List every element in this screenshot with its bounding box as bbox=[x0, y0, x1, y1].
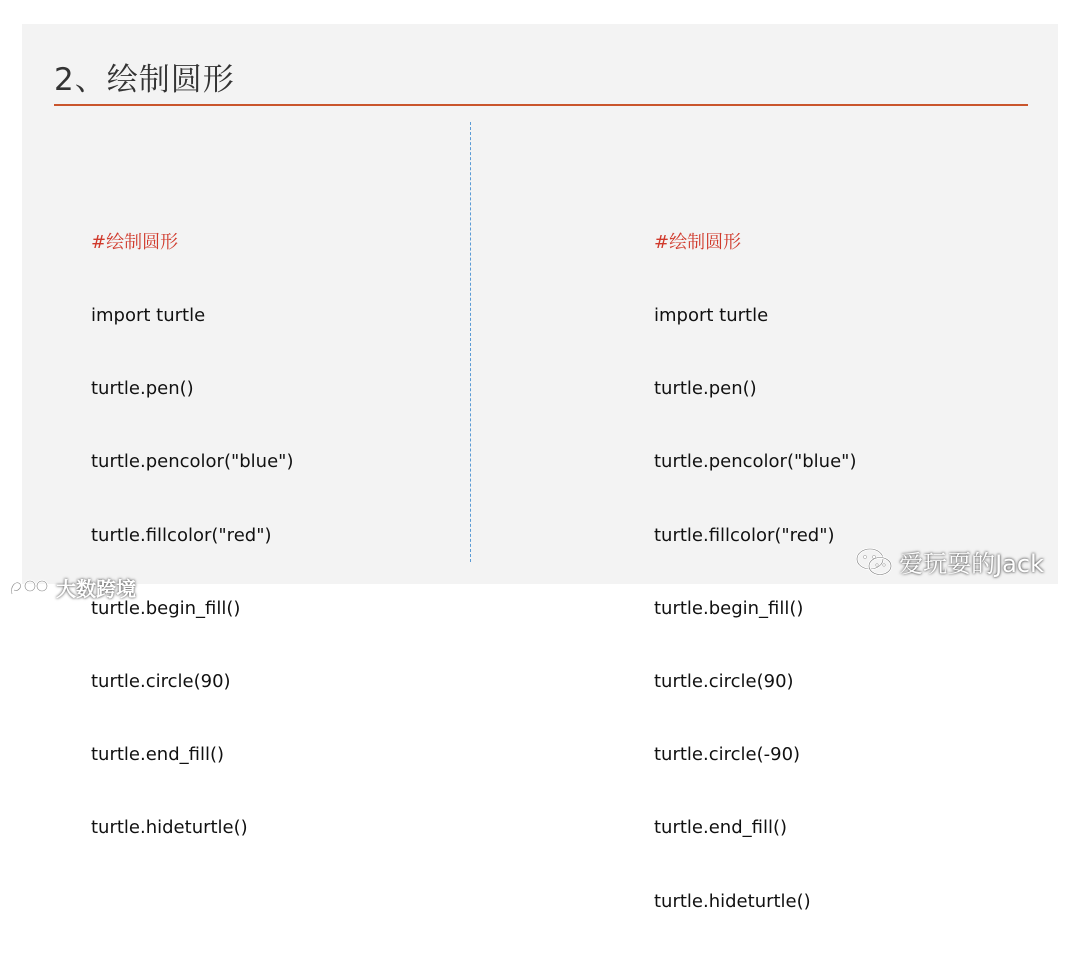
code-line: turtle.pen() bbox=[91, 378, 194, 400]
code-line: turtle.circle(90) bbox=[91, 671, 231, 693]
code-line: turtle.hideturtle() bbox=[91, 817, 248, 839]
code-line: turtle.circle(90) bbox=[654, 671, 794, 693]
code-line: turtle.fillcolor("red") bbox=[654, 524, 835, 546]
code-line: turtle.end_fill() bbox=[654, 817, 788, 839]
title-underline bbox=[54, 104, 1028, 106]
left-code-block bbox=[91, 182, 293, 890]
code-line: turtle.begin_fill() bbox=[654, 597, 804, 619]
code-comment: #绘制圆形 bbox=[654, 231, 742, 253]
wechat-watermark bbox=[855, 544, 1044, 579]
brand-logo-icon bbox=[8, 576, 52, 600]
right-code-block bbox=[654, 182, 856, 963]
code-line: turtle.circle(-90) bbox=[654, 744, 801, 766]
column-divider bbox=[470, 122, 471, 562]
code-line: import turtle bbox=[91, 305, 206, 327]
brand-name: 大数跨境 bbox=[56, 577, 136, 601]
code-line: turtle.pen() bbox=[654, 378, 757, 400]
code-line: turtle.begin_fill() bbox=[91, 597, 241, 619]
wechat-icon bbox=[855, 547, 893, 577]
wechat-account-name: 爱玩耍的Jack bbox=[899, 550, 1044, 578]
code-line: turtle.fillcolor("red") bbox=[91, 524, 272, 546]
code-comment: #绘制圆形 bbox=[91, 231, 179, 253]
code-line: import turtle bbox=[654, 305, 769, 327]
slide-title: 2、绘制圆形 bbox=[54, 62, 235, 98]
code-line: turtle.pencolor("blue") bbox=[654, 451, 857, 473]
code-line: turtle.end_fill() bbox=[91, 744, 225, 766]
code-line: turtle.pencolor("blue") bbox=[91, 451, 294, 473]
brand-watermark bbox=[8, 573, 136, 602]
code-line: turtle.hideturtle() bbox=[654, 890, 811, 912]
